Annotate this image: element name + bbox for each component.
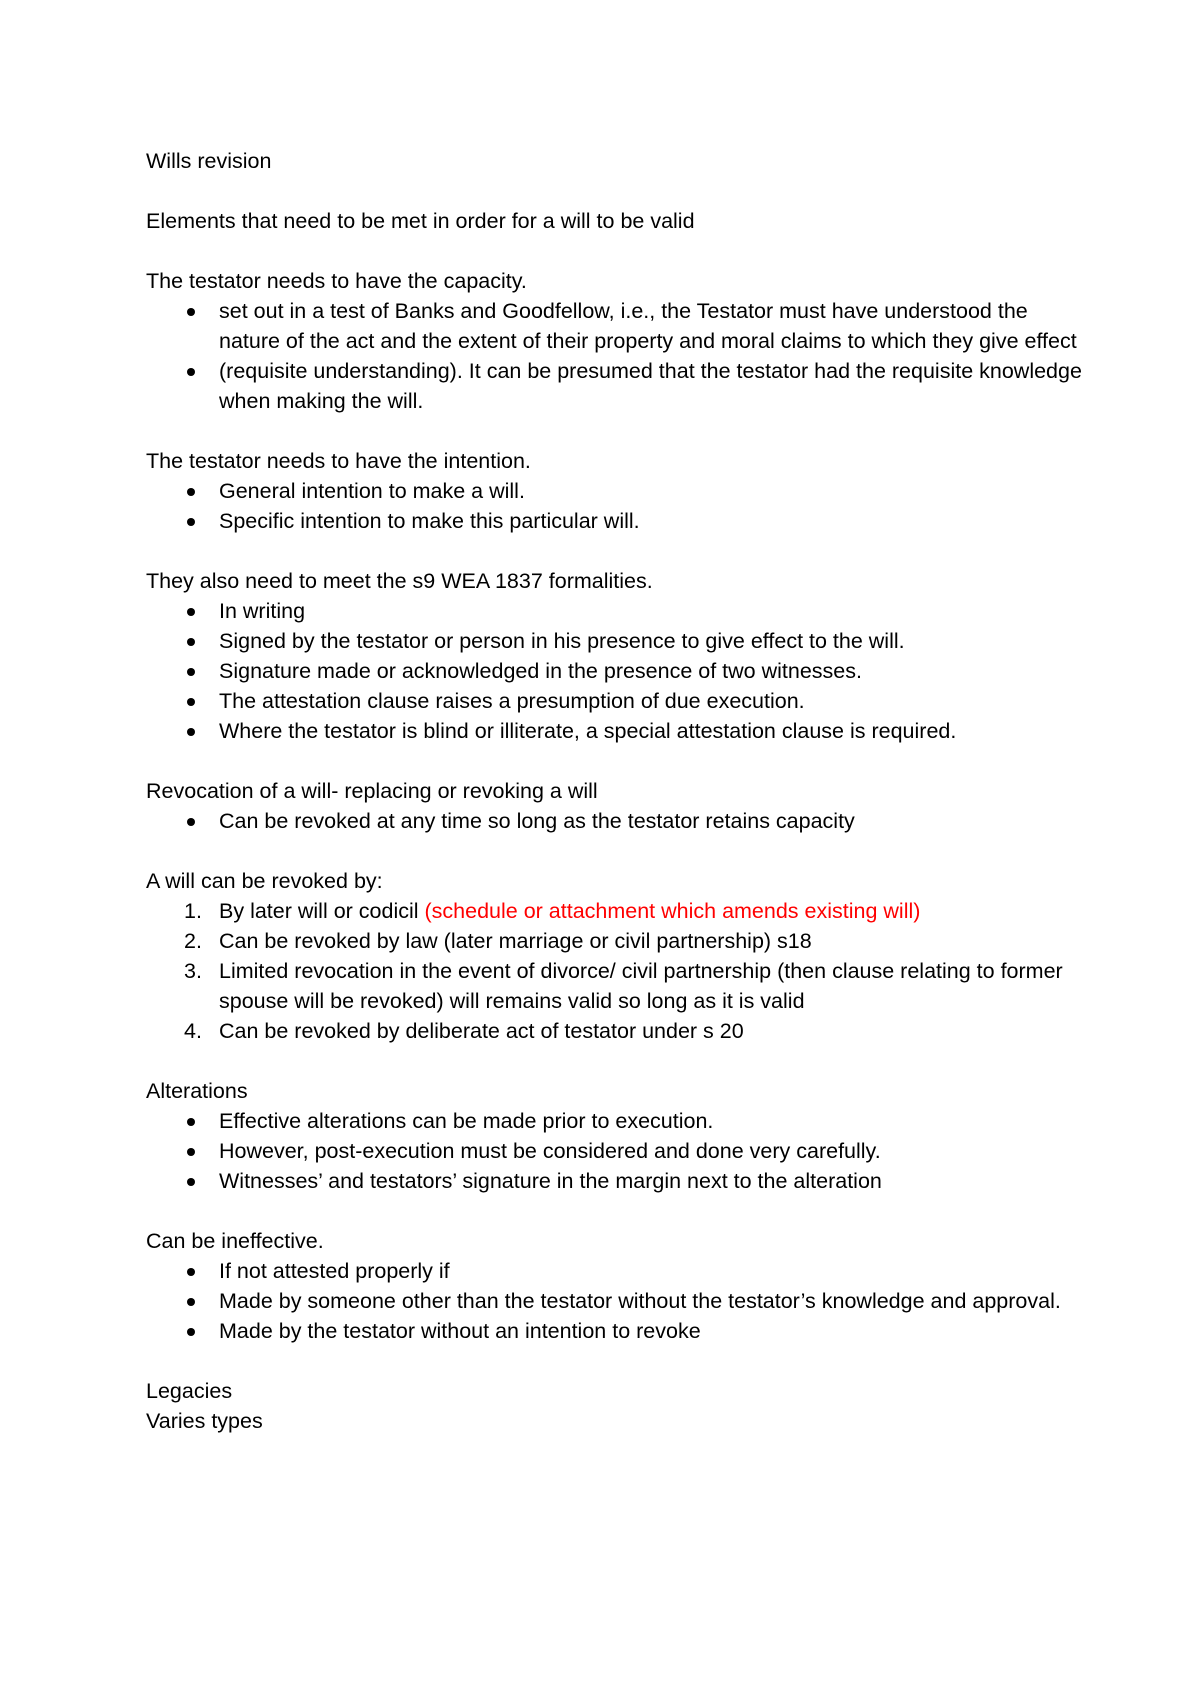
spacer <box>146 536 1086 566</box>
bullet-icon <box>187 818 195 826</box>
list-item-text: (requisite understanding). It can be presumed that the testator had the requisite knowledge when making the will. <box>219 359 1082 413</box>
bullet-icon <box>187 1148 195 1156</box>
bullet-icon <box>187 488 195 496</box>
revoked-by-list <box>146 896 1086 1046</box>
list-item <box>146 1136 1086 1166</box>
numbered-item <box>146 1016 1086 1046</box>
item-number: 4. <box>184 1019 202 1043</box>
list-item <box>146 656 1086 686</box>
bullet-icon <box>187 1298 195 1306</box>
list-item-text: Can be revoked by law (later marriage or civil partnership) s18 <box>219 929 812 953</box>
list-item <box>146 1166 1086 1196</box>
bullet-icon <box>187 728 195 736</box>
list-item <box>146 506 1086 536</box>
list-item <box>146 296 1086 356</box>
list-item <box>146 356 1086 416</box>
spacer <box>146 1196 1086 1226</box>
bullet-icon <box>187 698 195 706</box>
list-item <box>146 626 1086 656</box>
spacer <box>146 176 1086 206</box>
revocation-list <box>146 806 1086 836</box>
document-page <box>146 146 1086 1436</box>
bullet-icon <box>187 1118 195 1126</box>
spacer <box>146 746 1086 776</box>
list-item-text: Specific intention to make this particular will. <box>219 509 640 533</box>
bullet-icon <box>187 1328 195 1336</box>
revoked-by-heading: A will can be revoked by: <box>146 869 383 893</box>
list-item <box>146 806 1086 836</box>
list-item-text: Signed by the testator or person in his presence to give effect to the will. <box>219 629 905 653</box>
alterations-heading: Alterations <box>146 1079 248 1103</box>
list-item <box>146 1256 1086 1286</box>
numbered-item <box>146 896 1086 926</box>
list-item-text: Witnesses’ and testators’ signature in the margin next to the alteration <box>219 1169 882 1193</box>
bullet-icon <box>187 608 195 616</box>
item-number: 3. <box>184 959 202 983</box>
alterations-list <box>146 1106 1086 1196</box>
bullet-icon <box>187 668 195 676</box>
list-item <box>146 716 1086 746</box>
item-number: 1. <box>184 899 202 923</box>
list-item-text: However, post-execution must be considered and done very carefully. <box>219 1139 881 1163</box>
legacies-heading: Legacies <box>146 1379 233 1403</box>
intention-heading: The testator needs to have the intention. <box>146 449 531 473</box>
list-item-text: Made by the testator without an intention to revoke <box>219 1319 701 1343</box>
document-title: Wills revision <box>146 149 272 173</box>
list-item-text: Signature made or acknowledged in the presence of two witnesses. <box>219 659 862 683</box>
list-item-text: If not attested properly if <box>219 1259 450 1283</box>
numbered-item <box>146 926 1086 956</box>
bullet-icon <box>187 308 195 316</box>
list-item-text: The attestation clause raises a presumption of due execution. <box>219 689 805 713</box>
list-item <box>146 596 1086 626</box>
formalities-list <box>146 596 1086 746</box>
revocation-heading: Revocation of a will- replacing or revoking a will <box>146 779 598 803</box>
list-item <box>146 1106 1086 1136</box>
numbered-item <box>146 956 1086 1016</box>
bullet-icon <box>187 1268 195 1276</box>
formalities-heading: They also need to meet the s9 WEA 1837 formalities. <box>146 569 653 593</box>
list-item-text: General intention to make a will. <box>219 479 525 503</box>
intro-text: Elements that need to be met in order for a will to be valid <box>146 209 695 233</box>
ineffective-heading: Can be ineffective. <box>146 1229 324 1253</box>
ineffective-list <box>146 1256 1086 1346</box>
spacer <box>146 1046 1086 1076</box>
bullet-icon <box>187 518 195 526</box>
capacity-list <box>146 296 1086 416</box>
bullet-icon <box>187 1178 195 1186</box>
list-item <box>146 1316 1086 1346</box>
red-annotation: (schedule or attachment which amends existing will) <box>424 899 921 923</box>
list-item <box>146 686 1086 716</box>
intention-list <box>146 476 1086 536</box>
capacity-heading: The testator needs to have the capacity. <box>146 269 527 293</box>
list-item-text: Can be revoked by deliberate act of testator under s 20 <box>219 1019 744 1043</box>
spacer <box>146 416 1086 446</box>
list-item-text: By later will or codicil <box>219 899 425 923</box>
list-item-text: Limited revocation in the event of divorce/ civil partnership (then clause relating to former spouse will be revoked) will remains valid so long as it is valid <box>219 959 1063 1013</box>
list-item-text: Made by someone other than the testator without the testator’s knowledge and approval. <box>219 1289 1061 1313</box>
spacer <box>146 236 1086 266</box>
item-number: 2. <box>184 929 202 953</box>
legacies-subheading: Varies types <box>146 1409 263 1433</box>
bullet-icon <box>187 638 195 646</box>
list-item <box>146 476 1086 506</box>
list-item <box>146 1286 1086 1316</box>
list-item-text: In writing <box>219 599 306 623</box>
list-item-text: Can be revoked at any time so long as the testator retains capacity <box>219 809 855 833</box>
list-item-text: set out in a test of Banks and Goodfellow, i.e., the Testator must have understood the nature of the act and the extent of their property and moral claims to which they give effect <box>219 299 1077 353</box>
list-item-text: Where the testator is blind or illiterate, a special attestation clause is required. <box>219 719 957 743</box>
list-item-text: Effective alterations can be made prior to execution. <box>219 1109 714 1133</box>
spacer <box>146 836 1086 866</box>
spacer <box>146 1346 1086 1376</box>
bullet-icon <box>187 368 195 376</box>
